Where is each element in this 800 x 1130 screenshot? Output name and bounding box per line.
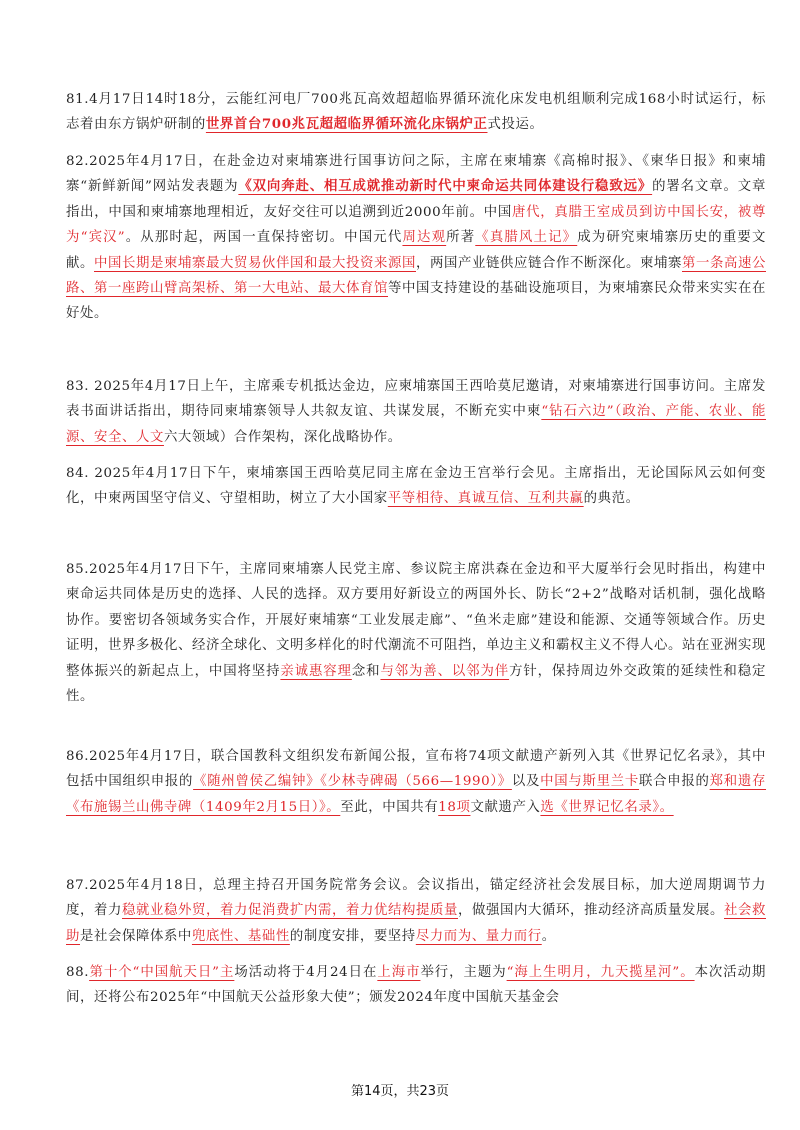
text-run: 联合申报的: [639, 774, 710, 790]
text-run: 88.: [66, 965, 90, 980]
text-run: 。: [541, 928, 556, 944]
text-run: 至此，中国共有: [340, 799, 439, 815]
paragraph-86: [66, 744, 766, 820]
paragraph-82: [66, 149, 766, 327]
text-run: 式投运。: [487, 117, 544, 133]
text-run: 的制度安排，要坚持: [289, 928, 416, 944]
paragraph-84: [66, 461, 766, 512]
highlighted-text: 稳就业稳外贸，着力促消费扩内需，着力优结构提质量: [122, 903, 458, 919]
highlighted-text: 中国长期是柬埔寨最大贸易伙伴国和最大投资来源国: [94, 255, 416, 271]
highlighted-text: 亲诚惠容理: [280, 663, 352, 679]
highlighted-text: 尽力而为、量力而行: [415, 928, 542, 944]
highlighted-text: 郑和遗存《布施锡兰山佛寺碑（1409年2月15日）》。: [66, 774, 767, 815]
text-run: ，做强国内大循环，推动经济高质量发展。: [458, 903, 724, 919]
text-run: 举行，主题为: [420, 965, 507, 980]
text-run: 的署名文章。文章指出，中国和柬埔寨地理相近，友好交往可以追溯到近2000年前。中国: [66, 179, 766, 220]
paragraph-81: [66, 87, 766, 138]
text-run: 文献遗产入: [470, 799, 541, 815]
text-run: 82.2025年4月17日，在赴金边对柬埔寨进行国事访问之际，主席在柬埔寨《高棉时报》、《柬华日报》和柬埔寨“新鲜新闻”网站发表题为: [66, 154, 766, 195]
text-run: 所著: [446, 230, 476, 246]
text-run: 81.4月17日14时18分，云能红河电厂700兆瓦高效超超临界循环流化床发电机组顺利完成168小时试运行，标志着由东方锅炉研制的: [66, 92, 766, 133]
text-run: 念和: [351, 663, 381, 679]
highlighted-text: 周达观: [402, 230, 447, 246]
text-run: 等中国支持建设的基础设施项目，为柬埔寨民众带来实实在在好处。: [66, 281, 766, 322]
highlighted-text: 与邻为善、以邻为伴: [380, 663, 510, 679]
paragraph-87: [66, 873, 766, 949]
highlighted-text: 《双向奔赴、相互成就推动新时代中柬命运共同体建设行稳致远》: [238, 178, 653, 195]
page-footer: 第14页，共23页: [350, 1084, 450, 1099]
text-run: ，两国产业链供应链合作不断深化。柬埔寨: [416, 255, 682, 271]
highlighted-text: 唐代，真腊王室成员到访中国长安，被尊为“宾汉”: [66, 204, 766, 246]
text-run: 87.2025年4月18日，总理主持召开国务院常务会议。会议指出，锚定经济社会发展目标，加大逆周期调节力度，着力: [66, 878, 766, 919]
paragraph-88: [66, 960, 766, 1011]
text-run: 是社会保障体系中: [80, 928, 192, 944]
highlighted-text: 世界首台700兆瓦超超临界循环流化床锅炉正: [205, 116, 488, 133]
highlighted-text: 《真腊风土记》: [475, 230, 578, 246]
highlighted-text: 中国与斯里兰卡: [540, 774, 640, 790]
text-run: 的典范。: [583, 491, 640, 507]
text-run: 本次活动期间，还将公布2025年“中国航天公益形象大使”；颁发2024年度中国航天基金会: [66, 965, 766, 1006]
highlighted-text: 第一条高速公路、第一座跨山臂高架桥、第一大电站、最大体育馆: [66, 255, 766, 297]
highlighted-text: 《随州曾侯乙编钟》《少林寺碑碣（566—1990）》: [193, 774, 512, 790]
paragraph-83: [66, 374, 766, 450]
text-run: 85.2025年4月17日下午，主席同柬埔寨人民党主席、参议院主席洪森在金边和平大厦举行会见时指出，构建中柬命运共同体是历史的选择、人民的选择。双方要用好新设立的两国外长、防长“2+2”战略对话机制，强化战略协作。要密切各领域务实合作，开展好柬埔寨“工业发展走廊”、“鱼米走廊”建设和能源、交通等领域合作。历史证明，世界多极化、经济全球化、文明多样化的时代潮流不可阻挡，单边主义和霸权主义不得人心。站在亚洲实现整体振兴的新起点上，中国将坚持: [66, 562, 766, 679]
highlighted-text: “钻石六边”（政治、产能、农业、能源、安全、人文: [66, 404, 766, 445]
highlighted-text: 18项: [438, 799, 471, 815]
highlighted-text: 兜底性、基础性: [191, 928, 290, 944]
text-run: 方针，保持周边外交政策的延续性和稳定性。: [66, 663, 767, 705]
highlighted-text: 选《世界记忆名录》。: [540, 799, 674, 815]
text-run: 六大领域）合作架构，深化战略协作。: [163, 429, 402, 445]
text-run: 以及: [511, 774, 541, 790]
text-run: 场活动将于4月24日在: [234, 965, 378, 980]
text-run: 。从那时起，两国一直保持密切。中国元代: [125, 230, 403, 246]
highlighted-text: 第十个“中国航天日”主: [89, 965, 235, 980]
highlighted-text: 社会救助: [66, 903, 766, 944]
text-run: 成为研究柬埔寨历史的重要文献。: [66, 230, 766, 271]
highlighted-text: 平等相待、真诚互信、互利共赢: [387, 491, 584, 507]
highlighted-text: “海上生明月，九天揽星河”。: [506, 965, 695, 980]
highlighted-text: 上海市: [377, 965, 421, 980]
text-run: 86.2025年4月17日，联合国教科文组织发布新闻公报，宣布将74项文献遗产新列入其《世界记忆名录》，其中包括中国组织申报的: [66, 749, 766, 790]
text-run: 84. 2025年4月17日下午，柬埔寨国王西哈莫尼同主席在金边王宫举行会见。主席指出，无论国际风云如何变化，中柬两国坚守信义、守望相助，树立了大小国家: [66, 466, 766, 507]
paragraph-85: [66, 557, 766, 709]
text-run: 83. 2025年4月17日上午，主席乘专机抵达金边，应柬埔寨国王西哈莫尼邀请，对柬埔寨进行国事访问。主席发表书面讲话指出，期待同柬埔寨领导人共叙友谊、共谋发展，不断充实中柬: [66, 379, 766, 420]
